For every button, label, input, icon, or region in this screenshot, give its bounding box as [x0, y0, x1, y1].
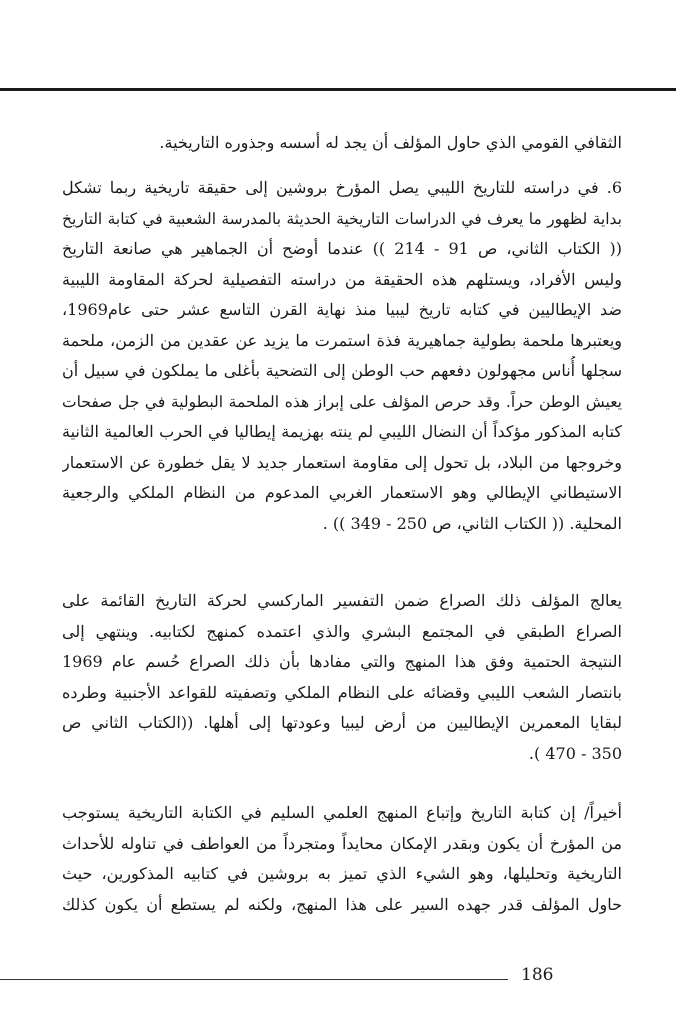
text-line: وليس الأفراد، ويستلهم هذه الحقيقة من دراسته التفصيلية لحركة المقاومة الليبية	[62, 269, 622, 289]
text-line: (( الكتاب الثاني، ص 91 - 214 )) عندما أوضح أن الجماهير هي صانعة التاريخ	[62, 239, 622, 258]
text-line: حاول المؤلف قدر جهده السير على هذا المنهج، ولكنه لم يستطع أن يكون كذلك	[62, 894, 622, 914]
text-line: وخروجها من البلاد، بل تحول إلى مقاومة استعمار جديد لا يقل خطورة عن الاستعمار	[62, 452, 622, 472]
text-line: كتابه المذكور مؤكداً أن النضال الليبي لم ينته بهزيمة إيطاليا في الحرب العالمية الثانية	[62, 422, 622, 441]
text-line: ضد الإيطاليين في كتابه تاريخ ليبيا منذ نهاية القرن التاسع عشر حتى عام1969،	[62, 300, 622, 319]
text-line: الثقافي القومي الذي حاول المؤلف أن يجد له أسسه وجذوره التاريخية.	[159, 133, 622, 152]
text-line: لبقايا المعمرين الإيطاليين من أرض ليبيا وعودتها إلى أهلها. ((الكتاب الثاني ص	[62, 713, 622, 732]
paragraph-point-6	[62, 173, 622, 539]
text-line: المحلية. (( الكتاب الثاني، ص 250 - 349 )) .	[322, 513, 622, 533]
text-line: سجلها أُناس مجهولون دفعهم حب الوطن إلى التضحية بأغلى ما يملكون في سبيل أن	[62, 361, 622, 380]
text-line: بداية لظهور ما يعرف في الدراسات التاريخية الحديثة بالمدرسة الشعبية في كتابة التاريخ	[62, 209, 622, 228]
text-line: أخيراً/ إن كتابة التاريخ وإتباع المنهج العلمي السليم في الكتابة التاريخية يستوجب	[62, 803, 622, 822]
paragraph-conclusion	[62, 798, 622, 920]
text-line: من المؤرخ أن يكون وبقدر الإمكان محايداً ومتجرداً من العواطف في تناوله للأحداث	[62, 833, 622, 853]
text-line: الصراع الطبقي في المجتمع البشري والذي اعتمده كمنهج لكتابيه. وينتهي إلى	[62, 621, 622, 641]
paragraph-marxist-interpretation	[62, 586, 622, 769]
footer-rule	[0, 979, 508, 980]
text-line: 6. في دراسته للتاريخ الليبي يصل المؤرخ بروشين إلى حقيقة تاريخية ربما تشكل	[62, 178, 622, 197]
text-line: النتيجة الحتمية وفق هذا المنهج والتي مفادها بأن ذلك الصراع حُسم عام 1969	[62, 652, 622, 671]
header-rule	[0, 88, 676, 91]
page-number: 186	[521, 965, 554, 985]
text-line: يعيش الوطن حراً. وقد حرص المؤلف على إبراز هذه الملحمة البطولية في جل صفحات	[62, 392, 622, 411]
text-line: بانتصار الشعب الليبي وقضائه على النظام الملكي وتصفيته للقواعد الأجنبية وطرده	[62, 682, 622, 702]
text-line: التاريخية وتحليلها، وهو الشيء الذي تميز به بروشين في كتابيه المذكورين، حيث	[62, 864, 622, 883]
text-line: 350 - 470 ).	[528, 743, 622, 763]
text-line: الاستيطاني الإيطالي وهو الاستعمار الغربي المدعوم من النظام الملكي والرجعية	[62, 483, 622, 502]
paragraph-continuation	[62, 128, 622, 159]
text-line: يعالج المؤلف ذلك الصراع ضمن التفسير الماركسي لحركة التاريخ القائمة على	[62, 591, 622, 610]
text-line: ويعتبرها ملحمة بطولية جماهيرية فذة استمرت ما يزيد عن عقدين من الزمن، ملحمة	[62, 330, 622, 350]
